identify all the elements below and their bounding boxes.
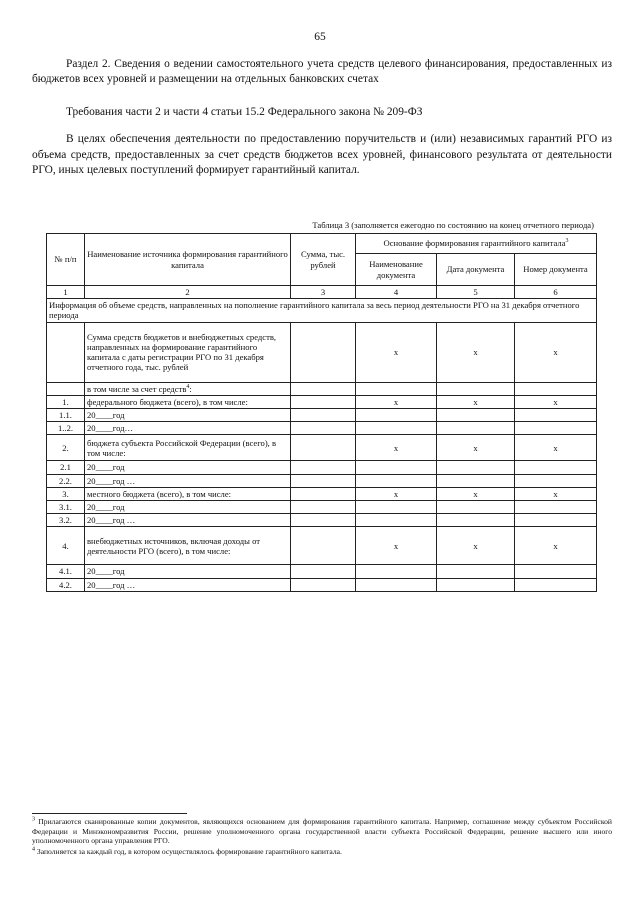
col-number: 3 [291, 286, 356, 299]
cell-sum [291, 435, 356, 461]
row-label: 20____год … [85, 578, 291, 591]
col-number: 1 [47, 286, 85, 299]
table-row [47, 578, 597, 591]
footnote-divider [32, 813, 187, 814]
cell-empty [437, 422, 515, 435]
cell-empty [515, 461, 597, 474]
row-label: 20____год [85, 461, 291, 474]
cell-sum [291, 409, 356, 422]
table-row [47, 435, 597, 461]
cell-empty [515, 501, 597, 514]
footnote-text: Прилагаются сканированные копии документов, являющихся основанием для формирования гарантийного капитала. Например, соглашение между субъектом Российской Федерации и Минэкономразвития России, решение уполномоченного органа государственной власти субъекта Российской Федерации, решение высшего или иного уполномоченного органа управления РГО. [32, 817, 612, 846]
cell-empty [291, 322, 356, 382]
footnote-text: Заполняется за каждый год, в котором осуществлялось формирование гарантийного капитала. [36, 846, 342, 856]
mark-cell: x [515, 435, 597, 461]
mark-cell: x [437, 487, 515, 500]
cell-empty [515, 514, 597, 527]
mark-cell: x [515, 322, 597, 382]
mark-cell: x [356, 487, 437, 500]
row-number: 4.2. [47, 578, 85, 591]
cell-empty [515, 382, 597, 395]
cell-empty [356, 501, 437, 514]
total-row-label: Сумма средств бюджетов и внебюджетных средств, направленных на формирование гарантийного капитала с даты регистрации РГО по 31 декабря отчетного года, тыс. рублей [85, 322, 291, 382]
header-doc-num: Номер документа [515, 254, 597, 286]
row-label: 20____год… [85, 422, 291, 435]
mark-cell: x [515, 395, 597, 408]
mark-cell: x [356, 435, 437, 461]
cell-empty [356, 514, 437, 527]
row-number: 2.2. [47, 474, 85, 487]
row-number: 4.1. [47, 565, 85, 578]
including-row-label: в том числе за счет средств$^4$: [85, 382, 291, 395]
cell-empty [437, 514, 515, 527]
col-number: 6 [515, 286, 597, 299]
row-number: 2.1 [47, 461, 85, 474]
row-number: 1..2. [47, 422, 85, 435]
header-sum: Сумма, тыс. рублей [291, 234, 356, 286]
including-row [47, 382, 597, 395]
cell-empty [437, 382, 515, 395]
cell-sum [291, 474, 356, 487]
cell-empty [356, 422, 437, 435]
row-label: 20____год [85, 565, 291, 578]
cell-sum [291, 487, 356, 500]
col-number: 2 [85, 286, 291, 299]
cell-empty [515, 409, 597, 422]
cell-empty [515, 578, 597, 591]
row-number: 3.2. [47, 514, 85, 527]
cell-empty [356, 578, 437, 591]
footnote [32, 817, 612, 846]
row-number: 4. [47, 527, 85, 565]
header-doc-name: Наименование документа [356, 254, 437, 286]
cell-sum [291, 565, 356, 578]
mark-cell: x [437, 527, 515, 565]
cell-empty [356, 461, 437, 474]
cell-empty [437, 501, 515, 514]
row-number: 3.1. [47, 501, 85, 514]
cell-empty [47, 382, 85, 395]
mark-cell: x [356, 527, 437, 565]
info-row-text: Информация об объеме средств, направленных на пополнение гарантийного капитала за весь период деятельности РГО на 31 декабря отчетного периода [47, 299, 597, 322]
row-number: 3. [47, 487, 85, 500]
guarantee-capital-table [46, 233, 597, 592]
col-number: 4 [356, 286, 437, 299]
cell-sum [291, 578, 356, 591]
intro-paragraph: В целях обеспечения деятельности по предоставлению поручительств и (или) независимых гарантий РГО из объема средств, предоставленных за счет средств бюджетов всех уровней, финансового результата от деятельности РГО, иных целевых поступлений формирует гарантийный капитал. [32, 133, 612, 176]
mark-cell: x [437, 395, 515, 408]
cell-empty [356, 409, 437, 422]
requirements-text: Требования части 2 и части 4 статьи 15.2 Федерального закона № 209-ФЗ [66, 106, 423, 118]
table-row [47, 501, 597, 514]
cell-empty [47, 322, 85, 382]
row-label: 20____год … [85, 514, 291, 527]
cell-empty [515, 565, 597, 578]
cell-empty [437, 461, 515, 474]
column-numbers-row [47, 286, 597, 299]
mark-cell: x [515, 527, 597, 565]
cell-sum [291, 395, 356, 408]
footnotes [32, 817, 612, 857]
mark-cell: x [515, 487, 597, 500]
table-row [47, 474, 597, 487]
row-label: внебюджетных источников, включая доходы от деятельности РГО (всего), в том числе: [85, 527, 291, 565]
row-label: 20____год … [85, 474, 291, 487]
mark-cell: x [437, 435, 515, 461]
cell-empty [356, 474, 437, 487]
col-number: 5 [437, 286, 515, 299]
mark-cell: x [437, 322, 515, 382]
table-row [47, 409, 597, 422]
cell-sum [291, 461, 356, 474]
row-label: местного бюджета (всего), в том числе: [85, 487, 291, 500]
table-row [47, 514, 597, 527]
table-row [47, 395, 597, 408]
row-number: 1. [47, 395, 85, 408]
row-label: 20____год [85, 409, 291, 422]
header-num: № п/п [47, 234, 85, 286]
cell-empty [356, 382, 437, 395]
cell-sum [291, 501, 356, 514]
cell-empty [291, 382, 356, 395]
table-row [47, 527, 597, 565]
cell-sum [291, 527, 356, 565]
section-title: Раздел 2. Сведения о ведении самостоятельного учета средств целевого финансирования, предоставленных из бюджетов всех уровней и размещении на отдельных банковских счетах [32, 58, 612, 85]
row-number: 2. [47, 435, 85, 461]
table-row [47, 487, 597, 500]
table-row [47, 565, 597, 578]
cell-empty [356, 565, 437, 578]
row-number: 1.1. [47, 409, 85, 422]
table-caption: Таблица 3 (заполняется ежегодно по состоянию на конец отчетного периода) [312, 220, 594, 230]
cell-sum [291, 422, 356, 435]
mark-cell: x [356, 395, 437, 408]
header-source: Наименование источника формирования гарантийного капитала [85, 234, 291, 286]
cell-empty [437, 565, 515, 578]
cell-empty [515, 422, 597, 435]
row-label: 20____год [85, 501, 291, 514]
footnote [32, 847, 612, 857]
row-label: федерального бюджета (всего), в том числе: [85, 395, 291, 408]
footnote-marker: 4 [32, 846, 35, 853]
row-label: бюджета субъекта Российской Федерации (всего), в том числе: [85, 435, 291, 461]
cell-empty [437, 578, 515, 591]
cell-empty [515, 474, 597, 487]
header-basis: Основание формирования гарантийного капитала$^3$ [356, 234, 597, 254]
info-row [47, 299, 597, 322]
cell-sum [291, 514, 356, 527]
footnote-marker: 3 [32, 816, 35, 823]
cell-empty [437, 409, 515, 422]
table-row [47, 422, 597, 435]
header-doc-date: Дата документа [437, 254, 515, 286]
mark-cell: x [356, 322, 437, 382]
table-row [47, 461, 597, 474]
page-number: 65 [314, 31, 326, 43]
total-row [47, 322, 597, 382]
cell-empty [437, 474, 515, 487]
